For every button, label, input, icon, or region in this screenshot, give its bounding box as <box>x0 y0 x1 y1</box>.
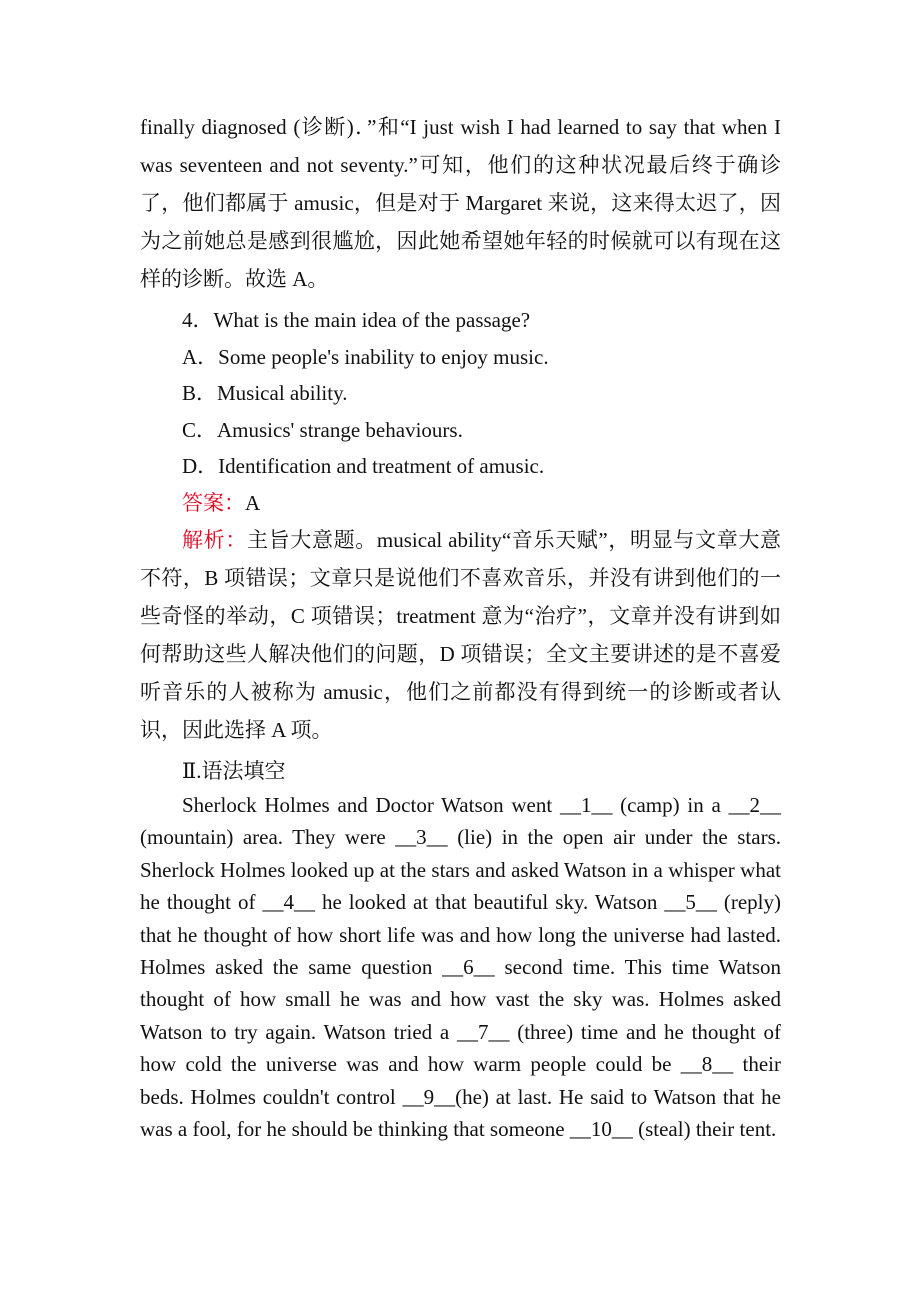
blank-8: __8__ <box>680 1052 734 1077</box>
blank-3: __3__ <box>395 825 448 850</box>
analysis-label: 解析： <box>182 528 247 552</box>
cloze-text: Sherlock Holmes and Doctor Watson went <box>182 793 560 817</box>
analysis-paragraph <box>140 521 781 749</box>
cloze-text: second time. This time Watson thought of how small he was and how vast the sky was. Holmes asked Watson to try again. Watson tried a <box>140 955 781 1044</box>
blank-5: __5__ <box>664 890 717 915</box>
blank-9: __9__ <box>402 1084 456 1109</box>
blank-4: __4__ <box>262 890 315 915</box>
option-d: D．Identification and treatment of amusic. <box>182 454 545 478</box>
answer-value: A <box>245 490 261 515</box>
option-c: C．Amusics' strange behaviours. <box>182 417 463 442</box>
analysis-continuation: finally diagnosed (诊断)．”和“I just wish I had learned to say that when I was seventeen and not seventy.”可知，他们的这种状况最后终于确诊了，他们都属于 amusic，但是对于 Margaret 来说，这来得太迟了，因为之前她总是感到很尴尬，因此她希望她年轻的时候就可以有现在这样的诊断。故选 A。 <box>140 115 781 291</box>
analysis-text: 主旨大意题。musical ability“音乐天赋”，明显与文章大意不符，B 项错误；文章只是说他们不喜欢音乐，并没有讲到他们的一些奇怪的举动，C 项错误；treatment 意为“治疗”，文章并没有讲到如何帮助这些人解决他们的问题，D 项错误；全文主要讲述的是不喜爱听音乐的人被称为 amusic，他们之前都没有得到统一的诊断或者认识，因此选择 A 项。 <box>140 528 782 742</box>
question-4-stem: 4．What is the main idea of the passage? <box>182 308 531 332</box>
cloze-text: their beds. Holmes couldn't control <box>140 1052 782 1109</box>
cloze-text: (three) time and he thought of how cold the universe was and how warm people could be <box>140 1019 781 1077</box>
blank-2: __2__ <box>728 793 781 817</box>
blank-10: __10__ <box>569 1117 633 1142</box>
cloze-text: he looked at that beautiful sky. Watson <box>314 890 665 915</box>
option-a: A．Some people's inability to enjoy music. <box>182 344 549 369</box>
answer-line <box>140 485 781 522</box>
option-b: B．Musical ability. <box>182 381 348 405</box>
section-heading: Ⅱ.语法填空 <box>182 759 286 783</box>
cloze-text: (he) at last. He said to Watson that he was a fool, for he should be thinking that someone <box>140 1084 781 1142</box>
cloze-text: (mountain) area. They were <box>140 825 396 850</box>
answer-label: 答案： <box>182 490 245 515</box>
cloze-text: (camp) in a <box>612 793 729 817</box>
blank-7: __7__ <box>456 1019 510 1044</box>
cloze-text: (steal) their tent. <box>632 1117 777 1142</box>
cloze-passage <box>140 789 781 1145</box>
cloze-text: (lie) in the open air under the stars. Sherlock Holmes looked up at the stars and asked Watson in a whisper what he thought of <box>140 825 781 915</box>
document-page <box>140 108 781 1145</box>
blank-1: __1__ <box>559 793 613 817</box>
blank-6: __6__ <box>442 955 495 980</box>
cloze-text: (reply) that he thought of how short life was and how long the universe had lasted. Holmes asked the same question <box>140 890 782 980</box>
